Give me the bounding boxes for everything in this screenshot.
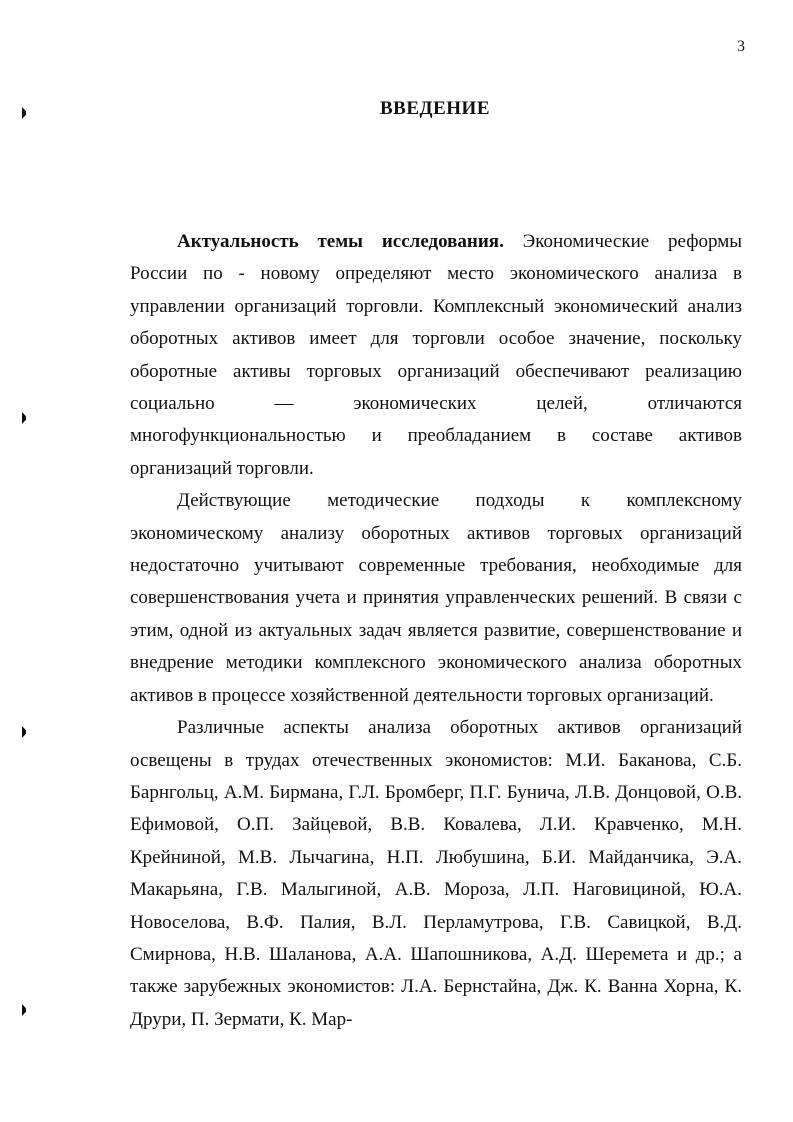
- paragraph-text: Экономические реформы России по - новому определяют место экономического анализа в управлении организаций торговли. Комплексный экономический анализ оборотных активов имеет для торговли особое значение, поскольку оборотные активы торговых организаций обеспечивают реализацию социально — экономических целей, отличаются многофункциональностью и преобладанием в составе активов организаций торговли.: [130, 231, 743, 479]
- paragraph-lead: Актуальность темы исследования.: [177, 231, 504, 252]
- paragraph-relevance: [130, 226, 742, 485]
- margin-mark: [22, 1004, 26, 1016]
- paragraph-literature: Различные аспекты анализа оборотных активов организаций освещены в трудах отечественных экономистов: М.И. Баканова, С.Б. Барнгольц, А.М. Бирмана, Г.Л. Бромберг, П.Г. Бунича, Л.В. Донцовой, О.В. Ефимовой, О.П. Зайцевой, В.В. Ковалева, Л.И. Кравченко, М.Н. Крейниной, М.В. Лычагина, Н.П. Любушина, Б.И. Майданчика, Э.А. Макарьяна, Г.В. Малыгиной, А.В. Мороза, Л.П. Наговициной, Ю.А. Новоселова, В.Ф. Палия, В.Л. Перламутрова, Г.В. Савицкой, В.Д. Смирнова, Н.В. Шаланова, А.А. Шапошникова, А.Д. Шеремета и др.; а также зарубежных экономистов: Л.А. Бернстайна, Дж. К. Ванна Хорна, К. Друри, П. Зермати, К. Мар-: [130, 717, 742, 1030]
- document-body: [130, 226, 742, 1036]
- margin-mark: [22, 726, 26, 738]
- margin-mark: [22, 412, 26, 424]
- page-title: ВВЕДЕНИЕ: [380, 98, 490, 119]
- paragraph-methods: Действующие методические подходы к комплексному экономическому анализу оборотных активов торговых организаций недостаточно учитывают современные требования, необходимые для совершенствования учета и принятия управленческих решений. В связи с этим, одной из актуальных задач является развитие, совершенствование и внедрение методики комплексного экономического анализа оборотных активов в процессе хозяйственной деятельности торговых организаций.: [130, 490, 742, 706]
- page-number: 3: [737, 38, 745, 55]
